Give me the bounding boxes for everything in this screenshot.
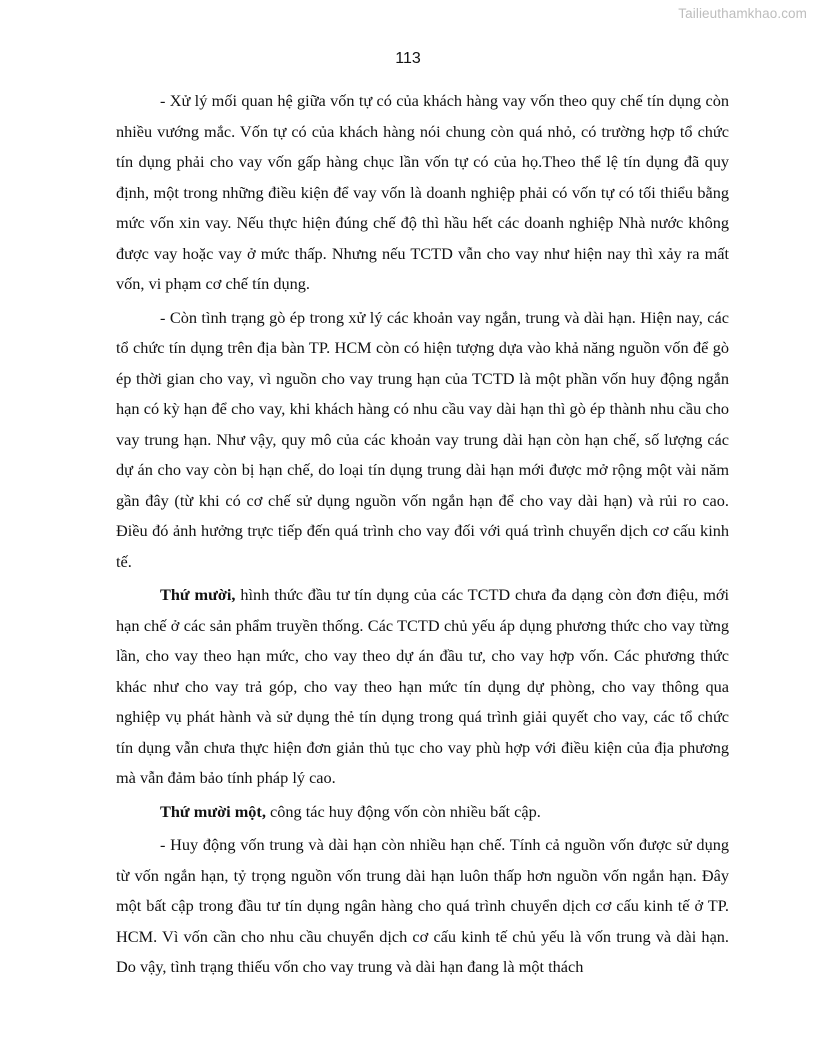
paragraph bbox=[116, 797, 729, 828]
paragraph bbox=[116, 580, 729, 794]
watermark: Tailieuthamkhao.com bbox=[678, 6, 807, 21]
paragraph-text: - Huy động vốn trung và dài hạn còn nhiều hạn chế. Tính cả nguồn vốn được sử dụng từ vốn ngắn hạn, tỷ trọng nguồn vốn trung dài hạn luôn thấp hơn nguồn vốn ngắn hạn. Đây một bất cập trong đầu tư tín dụng ngân hàng cho quá trình chuyển dịch cơ cấu kinh tế ở TP. HCM. Vì vốn cần cho nhu cầu chuyển dịch cơ cấu kinh tế chủ yếu là vốn trung và dài hạn. Do vậy, tình trạng thiếu vốn cho vay trung và dài hạn đang là một thách bbox=[116, 835, 729, 976]
paragraph-text: hình thức đầu tư tín dụng của các TCTD chưa đa dạng còn đơn điệu, mới hạn chế ở các sản phẩm truyền thống. Các TCTD chủ yếu áp dụng phương thức cho vay từng lần, cho vay theo hạn mức, cho vay theo dự án đầu tư, cho vay hợp vốn. Các phương thức khác như cho vay trả góp, cho vay theo hạn mức tín dụng dự phòng, cho vay thông qua nghiệp vụ phát hành và sử dụng thẻ tín dụng trong quá trình giải quyết cho vay, các tổ chức tín dụng vẫn chưa thực hiện đơn giản thủ tục cho vay phù hợp với điều kiện của địa phương mà vẫn đảm bảo tính pháp lý cao. bbox=[116, 585, 730, 787]
paragraph bbox=[116, 86, 729, 300]
paragraph-lead: Thứ mười, bbox=[160, 585, 236, 604]
page-number: 113 bbox=[395, 50, 421, 67]
paragraph bbox=[116, 830, 729, 983]
paragraph-text: công tác huy động vốn còn nhiều bất cập. bbox=[265, 801, 541, 821]
paragraph bbox=[116, 303, 729, 578]
paragraph-text: - Xử lý mối quan hệ giữa vốn tự có của khách hàng vay vốn theo quy chế tín dụng còn nhiều vướng mắc. Vốn tự có của khách hàng nói chung còn quá nhỏ, có trường hợp tổ chức tín dụng phải cho vay vốn gấp hàng chục lần vốn tự có của họ.Theo thể lệ tín dụng đã quy định, một trong những điều kiện để vay vốn là doanh nghiệp phải có vốn tự có tối thiểu bằng mức vốn xin vay. Nếu thực hiện đúng chế độ thì hầu hết các doanh nghiệp Nhà nước không được vay hoặc vay ở mức thấp. Nhưng nếu TCTD vẫn cho vay như hiện nay thì xảy ra mất vốn, vi phạm cơ chế tín dụng. bbox=[116, 91, 729, 293]
paragraph-text: - Còn tình trạng gò ép trong xử lý các khoản vay ngắn, trung và dài hạn. Hiện nay, các tổ chức tín dụng trên địa bàn TP. HCM còn có hiện tượng dựa vào khả năng nguồn vốn để gò ép thời gian cho vay, vì nguồn cho vay trung hạn của TCTD là một phần vốn huy động ngắn hạn có kỳ hạn để cho vay, khi khách hàng có nhu cầu vay dài hạn thì gò ép thành nhu cầu cho vay trung hạn. Như vậy, quy mô của các khoản vay trung dài hạn còn hạn chế, số lượng các dự án cho vay còn bị hạn chế, do loại tín dụng trung dài hạn mới được mở rộng một vài năm gần đây (từ khi có cơ chế sử dụng nguồn vốn ngắn hạn để cho vay dài hạn) và rủi ro cao. Điều đó ảnh hưởng trực tiếp đến quá trình cho vay đối với quá trình chuyển dịch cơ cấu kinh tế. bbox=[116, 307, 729, 571]
paragraph-lead: Thứ mười một, bbox=[160, 801, 266, 821]
body-text bbox=[116, 86, 729, 986]
